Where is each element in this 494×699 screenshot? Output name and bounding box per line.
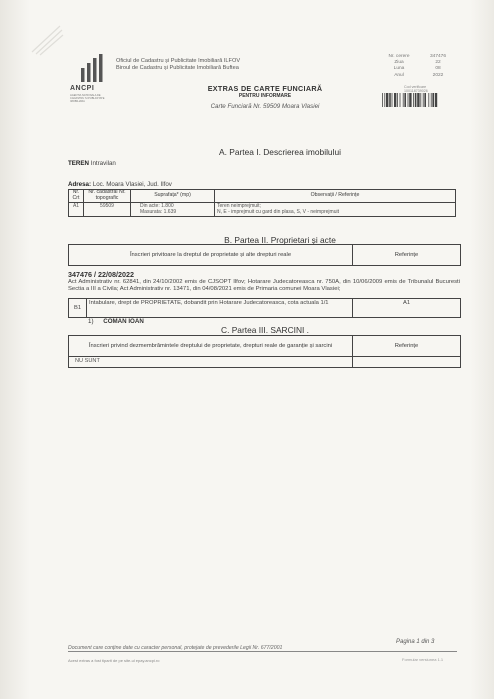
barcode-bar — [409, 93, 411, 107]
barcode-bar — [435, 93, 437, 107]
meta-row: Luna 08 — [393, 66, 441, 72]
ancpi-logo — [68, 54, 114, 104]
ownership-entry-table — [68, 298, 461, 318]
office-line-1: Oficiul de Cadastru și Publicitate Imobiliară ILFOV — [116, 58, 241, 64]
office-line-2: Biroul de Cadastru și Publicitate Imobiliară Buftea — [116, 65, 239, 71]
meta-row: Ziua 22 — [394, 60, 441, 66]
col-referinte: Referințe — [353, 245, 461, 266]
col-inscrieri: Înscrieri privitoare la dreptul de proprietate și alte drepturi reale — [69, 245, 353, 266]
table-row — [69, 357, 461, 368]
table-header-row — [69, 245, 461, 266]
table-header-row — [69, 336, 461, 357]
carte-funciara-number: Carte Funciară Nr. 59509 Moara Vlasiei — [210, 103, 320, 110]
property-description-table — [68, 189, 456, 217]
barcode-bar — [423, 93, 424, 107]
barcode-bar — [424, 93, 426, 107]
acts-description: Act Administrativ nr. 62841, din 24/10/2002 emis de CJSOPT Ilfov; Hotarare Judecatoreasca nr. 750A, din 10/06/2009 emis de Tribunalul Bucuresti Sectia a III a Civila; Act Administrativ nr. 13471, din 04/08/2021 emis de Primaria comunei Moara Vlasiei; — [68, 279, 460, 292]
page-number: Pagina 1 din 3 — [396, 639, 435, 645]
barcode-bar — [403, 93, 404, 107]
barcode-bar — [392, 93, 393, 107]
ancpi-logo-icon — [76, 54, 106, 84]
encumbrances-table — [68, 335, 461, 368]
table-row — [69, 203, 456, 217]
footer-form-version: Formular versiunea 1.1 — [402, 657, 444, 662]
barcode-bar — [382, 93, 383, 107]
logo-subtitle: AGENTIA NATIONALA DE CADASTRU SI PUBLICITATE IMOBILIARA — [70, 94, 105, 103]
logo-text: ANCPI — [70, 85, 95, 92]
cell-b1: B1 — [69, 299, 87, 318]
barcode-bar — [432, 93, 434, 107]
document-subtitle: PENTRU INFORMARE — [238, 93, 292, 99]
barcode — [382, 93, 458, 107]
owner-name: COMAN IOAN — [103, 318, 144, 325]
section-c-heading: C. Partea III. SARCINI . — [221, 325, 309, 335]
address: Adresa: Loc. Moara Vlasiei, Jud. Ilfov — [68, 181, 172, 188]
col-nr-crt: Nr. Crt — [69, 190, 84, 203]
col-suprafata: Suprafața* (mp) — [131, 190, 215, 203]
barcode-bar — [415, 93, 417, 107]
cell-b1-ref: A1 — [353, 299, 461, 318]
ownership-header-table — [68, 244, 461, 266]
cell-cadastral: 59509 — [84, 203, 131, 217]
teren-type: TEREN Intravilan — [68, 160, 116, 167]
barcode-bar — [428, 93, 429, 107]
col-referinte: Referințe — [353, 336, 461, 357]
paper-scuff-mark — [30, 22, 64, 56]
footer-divider — [68, 651, 457, 652]
barcode-bar — [397, 93, 398, 107]
registration-number: 347476 / 22/08/2022 — [68, 270, 134, 279]
table-header-row — [69, 190, 456, 203]
barcode-bar — [400, 93, 401, 107]
barcode-bar — [413, 93, 414, 107]
meta-row: Nr. cerere 347476 — [388, 54, 446, 59]
col-nr-cadastral: Nr. cadastral Nr. topografic — [84, 190, 131, 203]
col-inscrieri: Înscrieri privind dezmembrămintele dreptului de proprietate, drepturi reale de garanție și sarcini — [69, 336, 353, 357]
owner-entry: 1) COMAN IOAN — [88, 318, 144, 325]
meta-row: Anul 2022 — [394, 72, 444, 78]
cell-sarcini: NU SUNT — [69, 357, 353, 368]
barcode-bar — [384, 93, 385, 107]
verification-code: Cod verificare 100118739026 — [404, 85, 428, 93]
request-metadata — [383, 54, 453, 79]
barcode-bar — [386, 93, 388, 107]
cell-observatii: Teren neimprejmuit; N, E - imprejmuit cu gard din plasa, S, V - neimprejmuit — [215, 203, 456, 217]
barcode-bar — [389, 93, 391, 107]
document-title: EXTRAS DE CARTE FUNCIARĂ — [207, 84, 323, 93]
barcode-bar — [394, 93, 396, 107]
footer-source: Acest extras a fost tiparit de pe site-ul epay.ancpi.ro — [68, 658, 160, 663]
cell-b1-text: Intabulare, drept de PROPRIETATE, dobandit prin Hotarare Judecatoreasca, cota actuala 1/1 — [87, 299, 353, 318]
section-a-heading: A. Partea I. Descrierea imobilului — [219, 147, 341, 157]
barcode-bar — [408, 93, 409, 107]
cell-suprafata: Din acte: 1.800 Masurata: 1.639 — [131, 203, 215, 217]
cell-sarcini-ref — [353, 357, 461, 368]
section-b-heading: B. Partea II. Proprietari și acte — [224, 235, 336, 245]
personal-data-notice: Document care conține date cu caracter personal, protejate de prevederile Legii Nr. 677/2001 — [68, 645, 283, 651]
cell-nr: A1 — [69, 203, 84, 217]
barcode-bar — [417, 93, 419, 107]
col-observatii: Observații / Referințe — [215, 190, 456, 203]
barcode-bar — [404, 93, 406, 107]
barcode-bar — [420, 93, 421, 107]
table-row — [69, 299, 461, 318]
barcode-bar — [431, 93, 432, 107]
